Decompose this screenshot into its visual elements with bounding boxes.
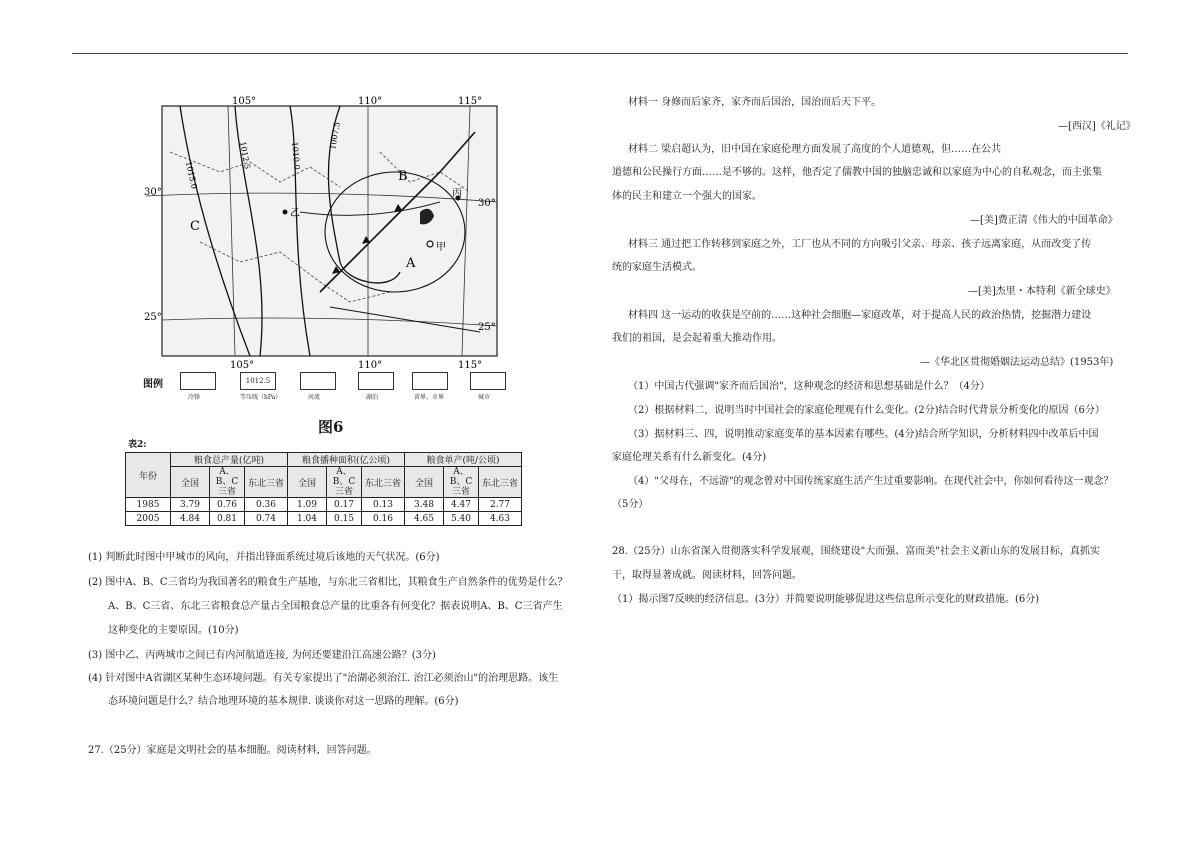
cell: 4.63 [479, 512, 522, 526]
question-text: （2）根据材料二，说明当时中国社会的家庭伦理观有什么变化。(2分)结合时代背景分析变化的原因（6分） [628, 405, 1105, 416]
cell: 0.76 [210, 498, 245, 512]
question-text: （4）"父母在，不远游"的观念曾对中国传统家庭生活产生过重要影响。在现代社会中，你如何看待这一观念？ [628, 476, 1114, 487]
material-text: 材料三 通过把工作转移到家庭之外，工厂也从不同的方向吸引父亲、母亲、孩子远离家庭，从而改变了传 [628, 239, 1092, 250]
group-header: 粮食总产量(亿吨) [171, 453, 288, 467]
legend-label: 城市 [478, 394, 491, 401]
lat-label: 25° [478, 322, 496, 333]
cell: 0.13 [362, 498, 405, 512]
question-text: 家庭伦理关系有什么新变化。(4分) [612, 452, 767, 463]
question-text: 干，取得显著成就。阅读材料，回答问题。 [612, 570, 802, 581]
header-rule [72, 53, 1128, 54]
legend-label: 省界、市界 [414, 394, 445, 401]
cell: 0.74 [245, 512, 288, 526]
material-text: 统的家庭生活模式。 [612, 262, 702, 273]
material-source: —[西汉]《礼记》 [1058, 121, 1136, 132]
question-text: A、B、C三省、东北三省粮食总产量占全国粮食总产量的比重各有何变化？据表说明A、B、C三省产生 [108, 601, 563, 612]
lat-label: 30° [144, 187, 162, 198]
city-label: 甲 [436, 242, 446, 253]
legend-label: 等压线（hPa） [240, 394, 282, 401]
question-text: (2) 图中A、B、C三省均为我国著名的粮食生产基地，与东北三省相比，其粮食生产自然条件的优势是什么？ [88, 577, 568, 588]
question-text: (3) 图中乙、丙两城市之间已有内河航道连接, 为何还要建沿江高速公路？(3分) [88, 650, 436, 661]
question-text: （3）据材料三、四，说明推动家庭变革的基本因素有哪些。(4分)结合所学知识，分析材料四中改革后中国 [628, 429, 1099, 440]
lake-icon [358, 372, 394, 390]
isobar-label: 1007.5 [328, 121, 342, 151]
region-label: B [398, 169, 408, 184]
lon-label: 105° [232, 96, 257, 107]
material-text: 体的民主和建立一个强大的国家。 [612, 191, 762, 202]
cell: 5.40 [444, 512, 479, 526]
question-text: （1）揭示图7反映的经济信息。(3分）并简要说明能够促进这些信息所示变化的财政措施。(6分) [612, 594, 1040, 605]
cell: 4.84 [171, 512, 210, 526]
header-year: 年份 [126, 453, 171, 498]
weather-map [140, 92, 500, 412]
group-header: 粮食播种面积(亿公顷) [288, 453, 405, 467]
lon-label: 110° [358, 360, 383, 371]
question-text: 态环境问题是什么？结合地理环境的基本规律. 谈谈你对这一思路的理解。(6分) [108, 696, 459, 707]
lon-label: 115° [458, 96, 483, 107]
material-text: 道德和公民操行方面……是不够的。这样，他否定了儒教中国的独脑忠诚和以家庭为中心的自私观念，而主张集 [612, 167, 1102, 178]
figure-caption: 图6 [318, 418, 344, 436]
isobar-label: 1012.5 [238, 140, 252, 170]
question-text: （5分） [612, 499, 649, 510]
cell: 0.36 [245, 498, 288, 512]
material-source: —[美]杰里・本特利《新全球史》 [968, 286, 1116, 297]
sub-header: A、B、C三省 [210, 467, 245, 498]
isobar-icon: 1012.5 [240, 372, 276, 390]
sub-header: 东北三省 [479, 467, 522, 498]
legend-label: 湖泊 [366, 394, 379, 401]
cell: 3.79 [171, 498, 210, 512]
lat-label: 30° [478, 198, 496, 209]
region-label: C [190, 219, 200, 234]
question-text: (4) 针对图中A省湖区某种生态环境问题。有关专家提出了"治湖必须治江. 治江必须治山"的治理思路。该生 [88, 673, 559, 684]
sub-header: 东北三省 [362, 467, 405, 498]
question-text: 这种变化的主要原因。(10分) [108, 625, 239, 636]
legend-label: 河流 [308, 394, 321, 401]
sub-header: A、B、C三省 [327, 467, 362, 498]
sub-header: A、B、C三省 [444, 467, 479, 498]
city-icon [470, 372, 506, 390]
sub-header: 东北三省 [245, 467, 288, 498]
sub-header: 全国 [288, 467, 327, 498]
material-source: —[美]费正清《伟大的中国革命》 [970, 215, 1118, 226]
cell: 0.17 [327, 498, 362, 512]
cell: 2.77 [479, 498, 522, 512]
cell: 0.15 [327, 512, 362, 526]
cell: 1.09 [288, 498, 327, 512]
cell: 4.47 [444, 498, 479, 512]
city-label: 丙 [452, 188, 462, 199]
lon-label: 110° [358, 96, 383, 107]
cell: 0.16 [362, 512, 405, 526]
city-label: 乙 [290, 208, 300, 219]
material-source: —《华北区贯彻婚姻法运动总结》(1953年) [920, 357, 1114, 368]
question-heading: 28.（25分）山东省深入贯彻落实科学发展观，围绕建设"大而强、富而美"社会主义新山东的发展目标，真抓实 [612, 546, 1100, 557]
river-icon [300, 372, 336, 390]
grain-table [125, 452, 522, 526]
isobar-label: 1015.0 [184, 160, 199, 190]
question-heading: 27.（25分）家庭是文明社会的基本细胞。阅读材料，回答问题。 [88, 745, 377, 756]
sub-header: 全国 [405, 467, 444, 498]
legend-label: 冷锋 [188, 394, 201, 401]
material-text: 材料一 身修而后家齐，家齐而后国治，国治而后天下平。 [628, 97, 882, 108]
region-label: A [406, 256, 416, 271]
lat-label: 25° [144, 312, 162, 323]
lon-label: 105° [230, 360, 255, 371]
border-icon [412, 372, 448, 390]
table-row [126, 512, 522, 526]
question-text: （1）中国古代强调"家齐而后国治"，这种观念的经济和思想基础是什么？（4分） [628, 381, 990, 392]
legend-title: 图例 [143, 379, 163, 390]
table-row [126, 498, 522, 512]
group-header: 粮食单产(吨/公顷) [405, 453, 522, 467]
cell: 1.04 [288, 512, 327, 526]
material-text: 我们的祖国，是会起着重大推动作用。 [612, 333, 782, 344]
material-text: 材料二 梁启超认为，旧中国在家庭伦理方面发展了高度的个人道德观，但……在公共 [628, 144, 1002, 155]
cell: 1985 [126, 498, 171, 512]
cell: 3.48 [405, 498, 444, 512]
table-caption: 表2: [128, 440, 147, 450]
sub-header: 全国 [171, 467, 210, 498]
isobar-label: 1010.0 [290, 141, 302, 171]
question-text: (1) 判断此时图中甲城市的风向，并指出锋面系统过境后该地的天气状况。(6分) [88, 552, 440, 563]
material-text: 材料四 这一运动的收获是空前的……这种社会细胞—家庭改革，对于提高人民的政治热情，挖掘潜力建设 [628, 310, 1092, 321]
cell: 0.81 [210, 512, 245, 526]
cell: 4.65 [405, 512, 444, 526]
cell: 2005 [126, 512, 171, 526]
cold-front-icon [180, 372, 216, 390]
lon-label: 115° [458, 360, 483, 371]
